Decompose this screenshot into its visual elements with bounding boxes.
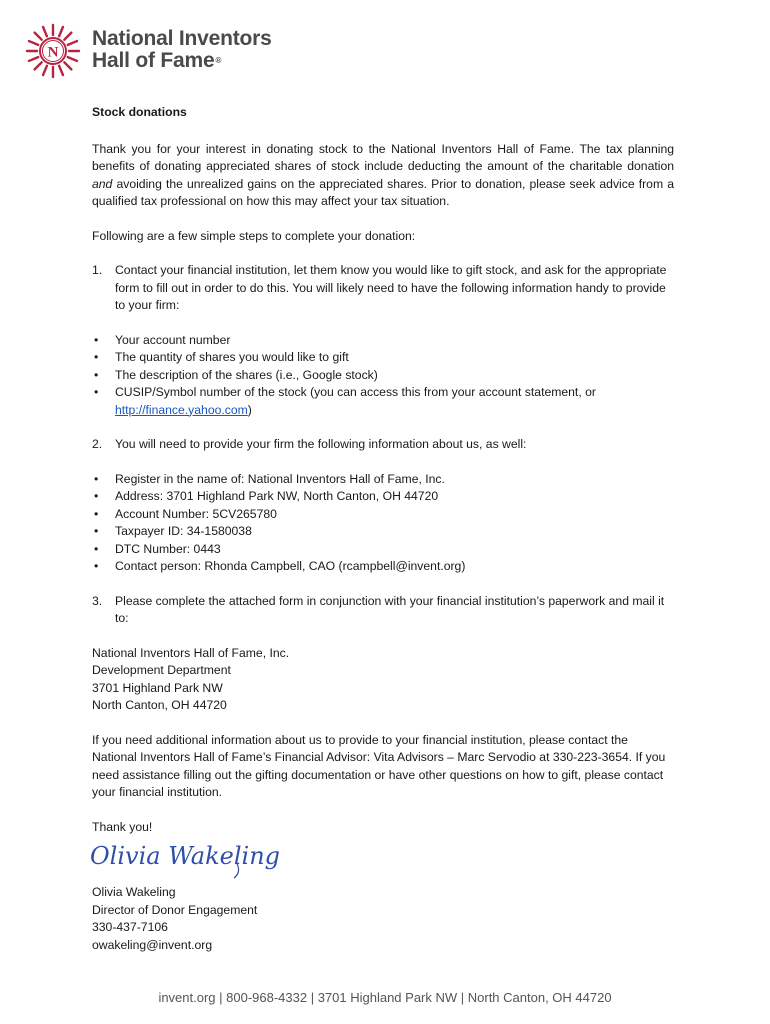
- list-item-text: Contact person: Rhonda Campbell, CAO (rcampbell@invent.org): [115, 559, 466, 573]
- list-item: [92, 541, 674, 559]
- list-item-text: CUSIP/Symbol number of the stock (you can access this from your account statement, or: [115, 385, 596, 399]
- bullet-icon: •: [94, 559, 99, 573]
- intro-text-2: avoiding the unrealized gains on the appreciated shares. Prior to donation, please seek advice from a qualified tax professional on how this may affect your tax situation.: [92, 176, 674, 208]
- logo-line-2: Hall of Fame: [92, 49, 215, 72]
- list-item: [92, 367, 674, 385]
- signer-email: owakeling@invent.org: [92, 937, 213, 952]
- signature: [92, 836, 674, 884]
- list-item: [92, 384, 674, 419]
- closing-paragraph: If you need additional information about us to provide to your financial institution, please contact the National Inventors Hall of Fame’s Financial Advisor: Vita Advisors – Marc Servodio at 330-223-3654. If you need assistance filling out the gifting documentation or have other questions on how to gift, please contact your financial institution.: [92, 732, 666, 799]
- list-item-text: The description of the shares (i.e., Google stock): [115, 367, 378, 382]
- list-item-text: Taxpayer ID: 34-1580038: [115, 524, 252, 538]
- emblem-ray: [64, 62, 71, 69]
- signer-title: Director of Donor Engagement: [92, 902, 258, 917]
- bullet-icon: •: [94, 489, 99, 503]
- emblem-ray: [43, 66, 47, 75]
- emblem-ray: [29, 41, 38, 45]
- list-item-text: Address: 3701 Highland Park NW, North Canton, OH 44720: [115, 489, 439, 503]
- list-item-text: DTC Number: 0443: [115, 541, 221, 556]
- intro-text-1: Thank you for your interest in donating stock to the National Inventors Hall of Fame. The tax planning benefits of donating appreciated shares of stock include deducting the amount of the charitable donation: [92, 141, 674, 173]
- bullet-icon: •: [94, 367, 99, 382]
- emblem-letter: N: [47, 44, 59, 61]
- list-item: [92, 558, 674, 576]
- list-item: [92, 506, 674, 524]
- thank-you-text: Thank you!: [92, 819, 153, 834]
- bullet-icon: •: [94, 471, 99, 486]
- page-footer: invent.org | 800-968-4332 | 3701 Highland Park NW | North Canton, OH 44720: [158, 990, 612, 1005]
- step-1: [92, 262, 674, 315]
- list-item: [92, 523, 674, 541]
- intro-paragraph: [92, 141, 674, 211]
- list-item-text-end: ): [247, 402, 252, 417]
- bullet-icon: •: [94, 350, 99, 364]
- list-item-text: Your account number: [115, 332, 231, 347]
- signer-phone: 330-437-7106: [92, 920, 168, 934]
- list-item: [92, 471, 674, 489]
- bullet-icon: •: [94, 332, 99, 347]
- registered-mark: ®: [215, 56, 222, 65]
- intro-emphasis: and: [92, 176, 113, 191]
- steps-intro: Following are a few simple steps to complete your donation:: [92, 228, 416, 243]
- step-1-number: 1.: [92, 263, 103, 277]
- step-3: [92, 593, 674, 628]
- signature-icon: [88, 832, 281, 882]
- step-2-text: You will need to provide your firm the following information about us, as well:: [115, 437, 527, 451]
- step-2: [92, 436, 674, 454]
- step-2-number: 2.: [92, 437, 103, 451]
- emblem-ray: [59, 66, 63, 75]
- list-item: [92, 332, 674, 350]
- signature-script: Olivia Wakeling: [90, 842, 281, 870]
- emblem-ray: [35, 62, 42, 69]
- address-line: Development Department: [92, 663, 231, 677]
- page-title: Stock donations: [92, 105, 187, 119]
- list-item: [92, 488, 674, 506]
- emblem-ray: [64, 33, 71, 40]
- mailing-address: [92, 645, 674, 715]
- step-1-text: Contact your financial institution, let them know you would like to gift stock, and ask for the appropriate form to fill out in order to do this. You will likely need to have the following information handy to provide to your firm:: [115, 263, 667, 312]
- logo-wordmark: [92, 28, 272, 72]
- address-line: 3701 Highland Park NW: [92, 680, 223, 695]
- bullet-icon: •: [94, 524, 99, 538]
- bullet-icon: •: [94, 506, 99, 521]
- emblem-ray: [59, 27, 63, 36]
- account-info-list: [92, 332, 674, 420]
- logo-line-1: National Inventors: [92, 27, 272, 50]
- sunburst-emblem-icon: [24, 22, 82, 80]
- step-3-text: Please complete the attached form in conjunction with your financial institution’s paperwork and mail it to:: [115, 593, 665, 625]
- emblem-ray: [35, 33, 42, 40]
- address-line: North Canton, OH 44720: [92, 698, 227, 712]
- signer-name: Olivia Wakeling: [92, 885, 176, 899]
- emblem-ray: [43, 27, 47, 36]
- address-line: National Inventors Hall of Fame, Inc.: [92, 645, 290, 660]
- step-3-number: 3.: [92, 593, 103, 608]
- emblem-ray: [29, 57, 38, 61]
- registration-info-list: [92, 471, 674, 576]
- bullet-icon: •: [94, 385, 99, 399]
- yahoo-finance-link[interactable]: http://finance.yahoo.com: [115, 402, 248, 417]
- emblem-ray: [68, 57, 77, 61]
- list-item-text: Register in the name of: National Inventors Hall of Fame, Inc.: [115, 471, 445, 486]
- bullet-icon: •: [94, 541, 99, 556]
- list-item-text: Account Number: 5CV265780: [115, 506, 277, 521]
- letter-body: [92, 104, 674, 954]
- emblem-ray: [68, 41, 77, 45]
- nihf-logo: [24, 22, 274, 80]
- list-item: [92, 349, 674, 367]
- list-item-text: The quantity of shares you would like to gift: [115, 350, 349, 364]
- signer-block: [92, 884, 674, 954]
